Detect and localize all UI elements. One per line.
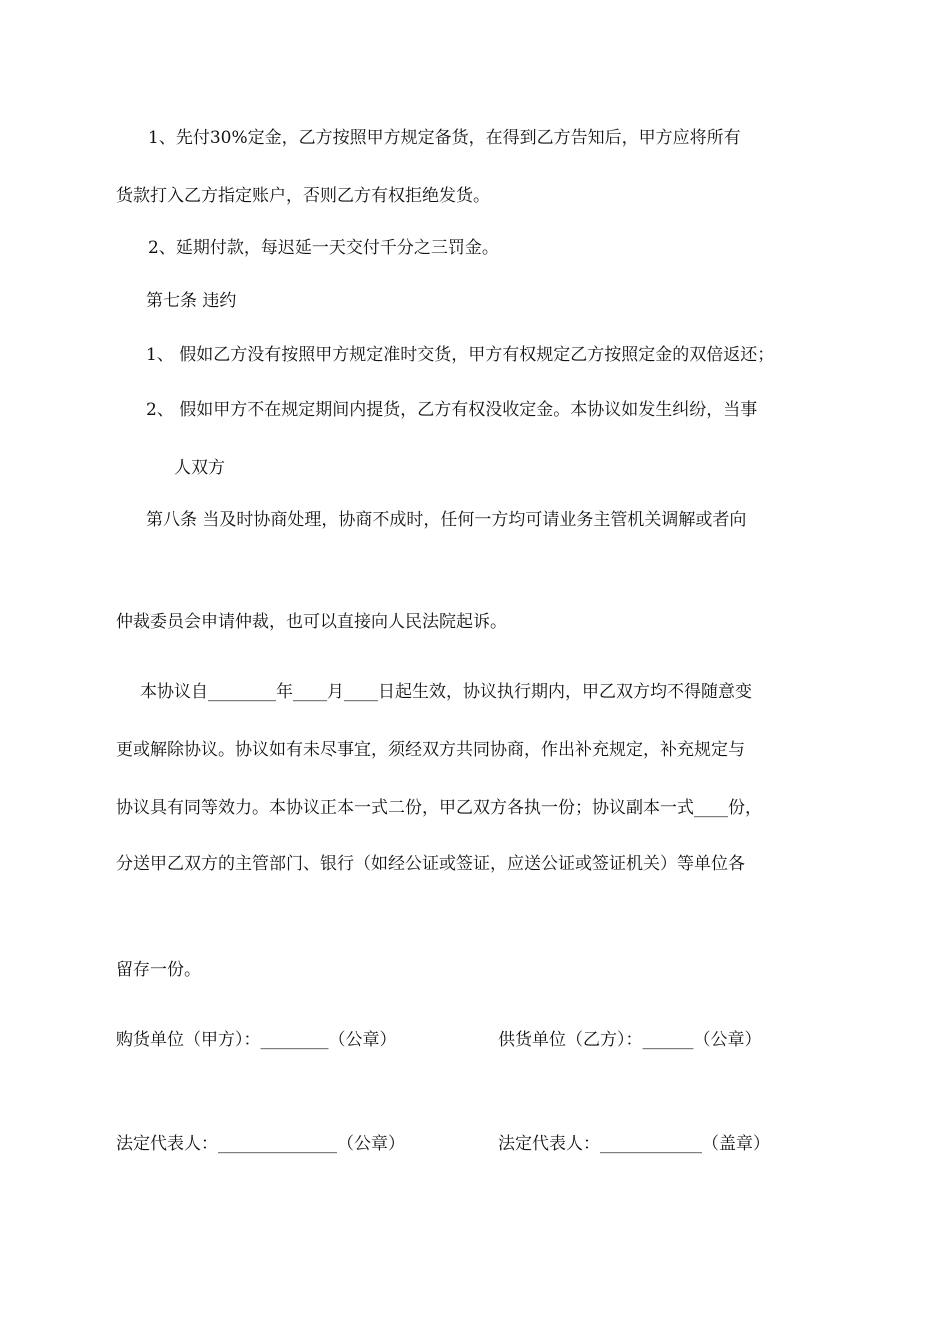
payment-item-2: 2、延期付款，每迟延一天交付千分之三罚金。 <box>148 238 499 258</box>
supplier-representative-signature: 法定代表人：____________（盖章） <box>498 1134 770 1154</box>
buyer-unit-signature: 购货单位（甲方）：________（公章） <box>116 1030 397 1050</box>
article-7-item-2-line-2: 人双方 <box>174 458 225 478</box>
article-7-item-1: 1、 假如乙方没有按照甲方规定准时交货，甲方有权规定乙方按照定金的双倍返还； <box>146 345 775 365</box>
buyer-representative-signature: 法定代表人：______________（公章） <box>116 1134 405 1154</box>
article-8-line-2: 仲裁委员会申请仲裁，也可以直接向人民法院起诉。 <box>116 612 507 632</box>
article-8-line-1: 第八条 当及时协商处理，协商不成时，任何一方均可请业务主管机关调解或者向 <box>146 510 747 530</box>
article-7-item-2-line-1: 2、 假如甲方不在规定期间内提货，乙方有权没收定金。本协议如发生纠纷，当事 <box>146 400 758 420</box>
article-7-heading: 第七条 违约 <box>146 291 237 311</box>
effect-clause-line-2: 更或解除协议。协议如有未尽事宜，须经双方共同协商，作出补充规定，补充规定与 <box>116 740 745 760</box>
payment-item-1-line-1: 1、先付30%定金，乙方按照甲方规定备货，在得到乙方告知后，甲方应将所有 <box>148 128 741 148</box>
payment-item-1-line-2: 货款打入乙方指定账户，否则乙方有权拒绝发货。 <box>116 186 490 206</box>
supplier-unit-signature: 供货单位（乙方）：______（公章） <box>498 1030 762 1050</box>
effect-clause-line-1: 本协议自________年____月____日起生效，协议执行期内，甲乙双方均不得随意变 <box>140 682 752 702</box>
effect-clause-line-5: 留存一份。 <box>116 960 201 980</box>
effect-clause-line-4: 分送甲乙双方的主管部门、银行（如经公证或签证，应送公证或签证机关）等单位各 <box>116 854 745 874</box>
effect-clause-line-3: 协议具有同等效力。本协议正本一式二份，甲乙双方各执一份；协议副本一式____份， <box>116 798 762 818</box>
